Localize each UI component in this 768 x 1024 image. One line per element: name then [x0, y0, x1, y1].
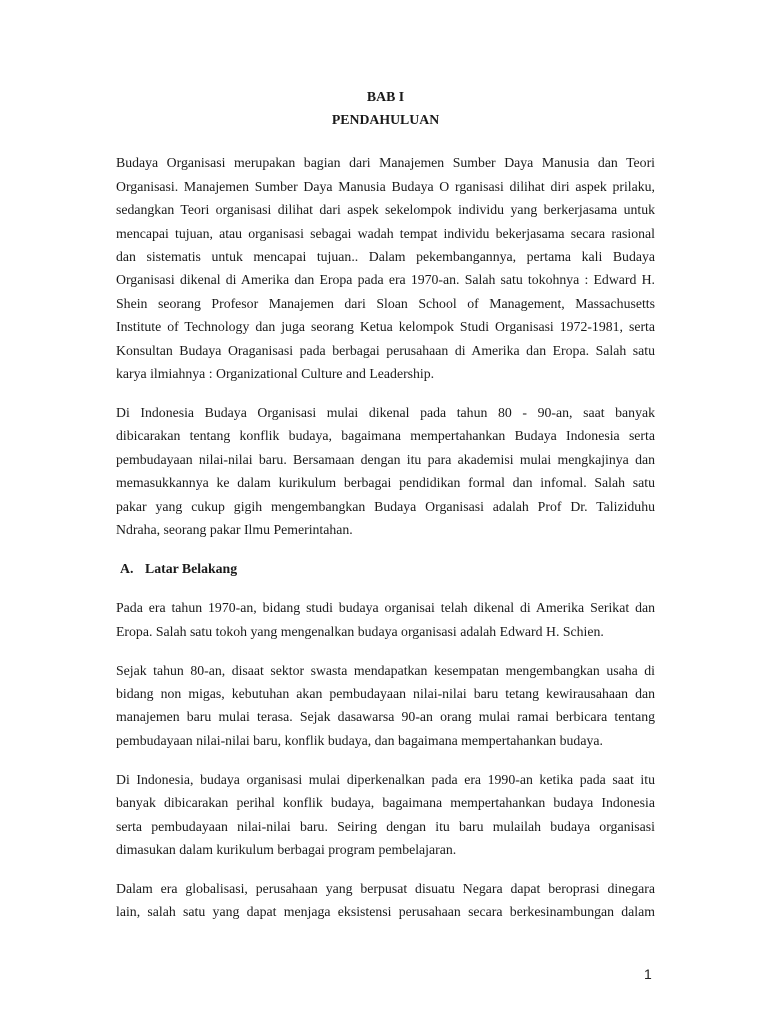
text-line: dimasukan dalam kurikulum berbagai program pembelajaran.	[116, 841, 457, 857]
text-line: mencapai tujuan, atau organisasi sebagai wadah tempat individu bekerjasama secara rasional	[116, 225, 655, 241]
text-line: Institute of Technology dan juga seorang Ketua kelompok Studi Organisasi 1972-1981, serta	[116, 319, 655, 335]
text-line: Budaya Organisasi merupakan bagian dari Manajemen Sumber Daya Manusia dan Teori	[116, 155, 655, 171]
text-line: Pada era tahun 1970-an, bidang studi budaya organisai telah dikenal di Amerika Serikat dan	[116, 600, 655, 616]
text-line: Organisasi dikenal di Amerika dan Eropa pada era 1970-an. Salah satu tokohnya : Edward H.	[116, 272, 655, 288]
section-paragraph-2	[116, 659, 655, 753]
text-line: dibicarakan tentang konflik budaya, bagaimana mempertahankan Budaya Indonesia serta	[116, 428, 655, 444]
text-line: Shein seorang Profesor Manajemen dari Sloan School of Management, Massachusetts	[116, 295, 655, 311]
text-line: serta pembudayaan nilai-nilai baru. Seiring dengan itu baru mulailah budaya organisasi	[116, 818, 655, 834]
section-heading	[116, 557, 655, 580]
intro-paragraph-1	[116, 151, 655, 385]
text-line: banyak dibicarakan perihal konflik budaya, bagaimana mempertahankan budaya Indonesia	[116, 795, 655, 811]
text-line: Organisasi. Manajemen Sumber Daya Manusia Budaya O rganisasi dilihat diri aspek prilaku,	[116, 178, 655, 194]
section-paragraph-1	[116, 596, 655, 643]
section-paragraph-4	[116, 877, 655, 924]
text-line: Di Indonesia Budaya Organisasi mulai dikenal pada tahun 80 - 90-an, saat banyak	[116, 405, 655, 421]
section-paragraph-3	[116, 768, 655, 862]
chapter-number: BAB I	[366, 89, 405, 104]
text-line: pembudayaan nilai-nilai baru, konflik budaya, dan bagaimana mempertahankan budaya.	[116, 732, 603, 748]
text-line: Sejak tahun 80-an, disaat sektor swasta mendapatkan kesempatan mengembangkan usaha di	[116, 662, 655, 678]
text-line: dan sistematis untuk mencapai tujuan.. Dalam pekembangannya, pertama kali Budaya	[116, 249, 655, 265]
text-line: Konsultan Budaya Oraganisasi pada berbagai perusahaan di Amerika dan Eropa. Salah satu	[116, 342, 655, 358]
text-line: Eropa. Salah satu tokoh yang mengenalkan budaya organisasi adalah Edward H. Schien.	[116, 623, 604, 639]
text-line: Ndraha, seorang pakar Ilmu Pemerintahan.	[116, 522, 353, 538]
document-body	[116, 85, 655, 939]
text-line: Dalam era globalisasi, perusahaan yang berpusat disuatu Negara dapat beroprasi dinegara	[116, 880, 655, 896]
chapter-header	[116, 85, 655, 132]
text-line: Di Indonesia, budaya organisasi mulai diperkenalkan pada era 1990-an ketika pada saat itu	[116, 771, 655, 787]
text-line: pembudayaan nilai-nilai baru. Bersamaan dengan itu para akademisi mulai mengkajinya dan	[116, 451, 655, 467]
intro-paragraph-2	[116, 401, 655, 541]
text-line: memasukkannya ke dalam kurikulum berbagai pendidikan formal dan infomal. Salah satu	[116, 475, 655, 491]
text-line: pakar yang cukup gigih mengembangkan Budaya Organisasi adalah Prof Dr. Taliziduhu	[116, 498, 655, 514]
text-line: karya ilmiahnya : Organizational Culture and Leadership.	[116, 366, 435, 382]
chapter-title: PENDAHULUAN	[331, 112, 440, 128]
text-line: manajemen baru mulai terasa. Sejak dasawarsa 90-an orang mulai ramai berbicara tentang	[116, 709, 655, 725]
text-line: lain, salah satu yang dapat menjaga eksistensi perusahaan secara berkesinambungan dalam	[116, 904, 655, 920]
section-title: Latar Belakang	[145, 561, 238, 577]
page-number: 1	[644, 966, 652, 982]
text-line: bidang non migas, kebutuhan akan pembudayaan nilai-nilai baru tetang kewirausahaan dan	[116, 685, 655, 701]
text-line: sedangkan Teori organisasi dilihat dari aspek sekelompok individu yang berkerjasama untuk	[116, 202, 655, 218]
section-marker: A.	[120, 561, 134, 577]
